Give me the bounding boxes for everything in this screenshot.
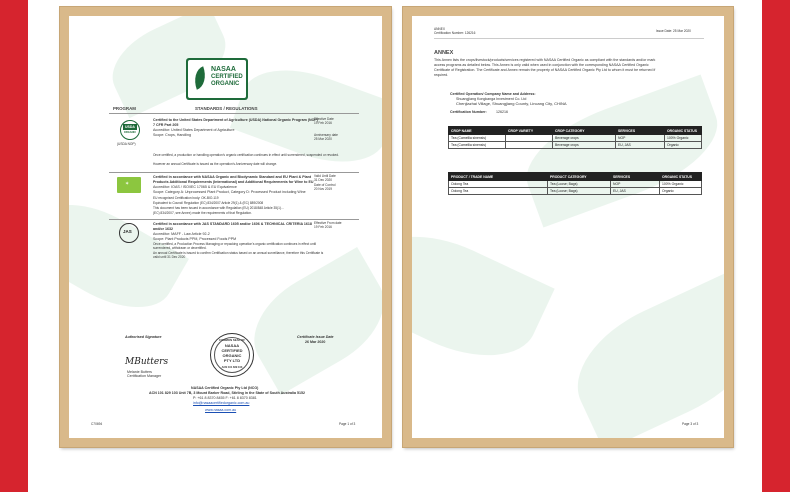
table-cell: Oolong Tea [449, 181, 548, 188]
table-cell: Organic [665, 142, 702, 149]
jas-line: Once certified, a Production Process Managing or repacking operation's organic certification continues in effect until [153, 242, 317, 246]
eu-organic-leaf-logo [117, 177, 141, 193]
table-row [449, 135, 702, 142]
table-cell [506, 135, 553, 142]
table-cell: Beverage crops [553, 142, 616, 149]
standards-column-header: STANDARDS / REGULATIONS [195, 106, 258, 111]
usda-line: Scope: Crops, Handling [153, 133, 191, 137]
usda-anniversary-value: 25 Mar 2020 [314, 137, 332, 141]
section-divider [109, 219, 359, 220]
usda-anniversary-label: Anniversary date [314, 133, 338, 137]
seal-text: NASAA [224, 343, 240, 348]
table-cell: Tea (Camellia sinensis) [449, 135, 506, 142]
issue-date-value: 26 Mar 2020 [305, 340, 326, 344]
usda-caption: (USDA NOP) [117, 142, 136, 146]
table-row [449, 181, 702, 188]
usda-line: Accreditor: United States Department of Agriculture [153, 128, 235, 132]
right-red-border [762, 0, 790, 492]
usda-effective-value: 19 Feb 2016 [314, 121, 332, 125]
usda-effective-label: Effective Date [314, 117, 334, 121]
background-leaf [236, 247, 391, 395]
logo-line-nasaa: NASAA [211, 66, 236, 73]
eu-valid-value: 31 Dec 2020 [314, 178, 333, 182]
eu-line: Accreditor: IOAS / ISO/IEC 17065 & EU Equivalence [153, 185, 237, 189]
jas-line: and/or 1632 [153, 227, 173, 231]
logo-line-certified: CERTIFIED [211, 74, 243, 80]
annex-frame [403, 7, 733, 447]
table-row [449, 188, 702, 195]
jas-effective-value: 19 Feb 2016 [314, 225, 332, 229]
column-header: PRODUCT / TRADE NAME [449, 173, 548, 181]
eu-control-label: Date of Control [314, 183, 336, 187]
annex-intro-line: This Annex lists the crops/livestock/products/services registered with NASAA Certified Organic as compliant with the standards and/or mark [434, 58, 656, 62]
annex-intro-line: Certificate of Registration. The Certificate and Annex remain the property of NASAA Certified Organic Pty Ltd to whom it must be returned if [434, 68, 656, 72]
left-red-border [0, 0, 28, 492]
eu-line: This document has been issued in accordance with Regulation (EU) 2018/848 Article 35(1)... [153, 206, 284, 210]
table-cell: NOP [611, 181, 660, 188]
table-header-row [449, 173, 702, 181]
crop-table [448, 126, 702, 149]
document-reference: C70694 [91, 422, 103, 426]
nasaa-certified-organic-logo [186, 58, 248, 100]
table-cell: Oolong Tea [449, 188, 548, 195]
usda-line: Once certified, a production or handling operation's organic certification continues in effect until surrendered, suspended or revoked. [153, 153, 339, 157]
usda-line: However an annual Certificate is issued as the operation's Anniversary date will change. [153, 162, 278, 166]
jas-line: valid until 31 Dec 2020 [153, 255, 186, 259]
signature-label: Authorised Signature [125, 335, 162, 339]
footer-website-link[interactable]: www.nasaa.com.au [205, 408, 237, 412]
table-cell: 100% Organic [660, 181, 702, 188]
column-header: CROP CATEGORY [553, 127, 616, 135]
certification-number-label: Certification Number: [450, 110, 487, 114]
annex-issue-date: Issue Date: 25 Mar 2020 [656, 29, 691, 33]
seal-text: CERTIFIED [221, 348, 243, 353]
table-cell: EU, JAS [611, 188, 660, 195]
column-header: ORGANIC STATUS [665, 127, 702, 135]
certification-number-value: 126216 [496, 110, 508, 114]
handwritten-signature: MButters [125, 357, 169, 367]
logo-line-organic: ORGANIC [211, 81, 240, 87]
annex-document [412, 16, 724, 438]
background-leaf [403, 213, 555, 380]
table-cell: EU, JAS [616, 142, 665, 149]
certificate-frame [60, 7, 391, 447]
column-header: SERVICES [616, 127, 665, 135]
header-divider [109, 113, 359, 114]
annex-header-cert: Certification Number: 126216 [434, 31, 476, 35]
column-header: SERVICES [611, 173, 660, 181]
leaf-icon [190, 66, 210, 90]
eu-control-value: 20 Nov 2019 [314, 187, 333, 191]
usda-seal-top: USDA [123, 124, 137, 130]
usda-seal-bottom: ORGANIC [123, 131, 137, 134]
background-leaf [558, 271, 733, 447]
table-cell: Tea (Loose; Bags) [548, 181, 611, 188]
usda-line: 7 CFR Part 205 [153, 123, 179, 127]
signatory-title: Certification Manager [127, 374, 162, 378]
table-row [449, 142, 702, 149]
operation-address: Chenjiazhai Village, Shuangjiang County, Lincang City, CHINA [456, 101, 567, 106]
eu-line: (EC) 834/2007, see Annex) made the requirements of that Regulation. [153, 211, 252, 215]
table-header-row [449, 127, 702, 135]
jas-line: surrendered, withdrawn or decertified. [153, 246, 207, 250]
operation-label: Certified Operation/ Company Name and Address: [450, 92, 536, 96]
eu-line: Equivalent to Council Regulation (EC) 834/2007 Article 29(1) & (EC) 889/2008 [153, 201, 264, 205]
background-leaf [513, 75, 732, 228]
table-cell: Beverage crops [553, 135, 616, 142]
footer-email-link[interactable]: info@nasaacertifiedorganic.com.au [193, 401, 250, 405]
table-cell: Tea (Loose; Bags) [548, 188, 611, 195]
issue-date-label: Certificate Issue Date [297, 335, 334, 339]
column-header: ORGANIC STATUS [660, 173, 702, 181]
annex-header-label: ANNEX [434, 27, 445, 31]
footer-company: NASAA Certified Organic Pty Ltd (NCO) [191, 386, 259, 390]
footer-address: ACN 101 829 103 Unit 7B, 3 Mount Barker Road, Stirling in the State of South Australia 5152 [149, 391, 306, 395]
table-cell [506, 142, 553, 149]
annex-page-number: Page 3 of 3 [682, 422, 699, 426]
usda-line: Certified to the United States Department of Agriculture (USDA) National Organic Program (NOP) [153, 118, 318, 122]
product-table [448, 172, 702, 195]
background-leaf [230, 53, 391, 179]
table-cell: 100% Organic [665, 135, 702, 142]
jas-line: An annual Certificate is issued to confirm Certification status based on an annual surveillance, therefore this Certificate is [153, 251, 324, 255]
seal-text: ORGANIC [222, 353, 242, 358]
footer-phone: P: +61 8 8370 8455 F: +61 8 8370 8381 [193, 396, 257, 400]
signatory-name: Melanie Butters [127, 370, 152, 374]
annex-intro-line: access programs as detailed below. This Annex is only valid when used in conjunction with the corresponding NASAA Certified Organic [434, 63, 649, 67]
seal-text: ACN 101 829 103 [221, 366, 243, 369]
eu-line: EU recognised Certification body: OK-BIO-119 [153, 196, 219, 200]
header-divider [434, 38, 704, 39]
eu-valid-label: Valid Until Date [314, 174, 336, 178]
section-divider [109, 172, 359, 173]
annex-title: ANNEX [434, 50, 454, 56]
column-header: PRODUCT CATEGORY [548, 173, 611, 181]
annex-intro-line: required. [434, 73, 449, 77]
table-cell: Organic [660, 188, 702, 195]
program-column-header: PROGRAM [113, 106, 136, 111]
seal-text: PTY LTD [223, 358, 241, 363]
table-cell: Tea (Camellia sinensis) [449, 142, 506, 149]
table-cell: NOP [616, 135, 665, 142]
column-header: CROP VARIETY [506, 127, 553, 135]
column-header: CROP NAME [449, 127, 506, 135]
eu-star-icon: ✶ [125, 181, 130, 187]
jas-line: Certified in accordance with JAS STANDARD 1605 and/or 1606 & TECHNICAL CRITERIA 1618 [153, 222, 312, 226]
page-number: Page 1 of 3 [339, 422, 356, 426]
jas-logo [119, 223, 139, 243]
jas-logo-text: JAS [123, 229, 132, 234]
eu-line: Certified in accordance with NASAA Organic and Biodynamic Standard and EU Plant & Plant [153, 175, 312, 179]
usda-organic-seal [120, 120, 140, 140]
seal-text: COMMON SEAL OF [219, 338, 245, 342]
jas-line: Scope: Plant Products PPM, Processed Foods PPM [153, 237, 237, 241]
eu-line: Products Additional Requirements (International) and Additional Requirements for Wine to EU [153, 180, 314, 184]
eu-line: Scope: Category A: Unprocessed Plant Product, Category D: Processed Product including Wine [153, 190, 306, 194]
jas-effective-label: Effective From date [314, 221, 342, 225]
common-seal [210, 333, 254, 377]
jas-line: Accreditor: MAFF - Law Article 92-2 [153, 232, 210, 236]
operation-name: Shuangjiang Kongkanga Investment Co. Ltd [456, 97, 527, 101]
